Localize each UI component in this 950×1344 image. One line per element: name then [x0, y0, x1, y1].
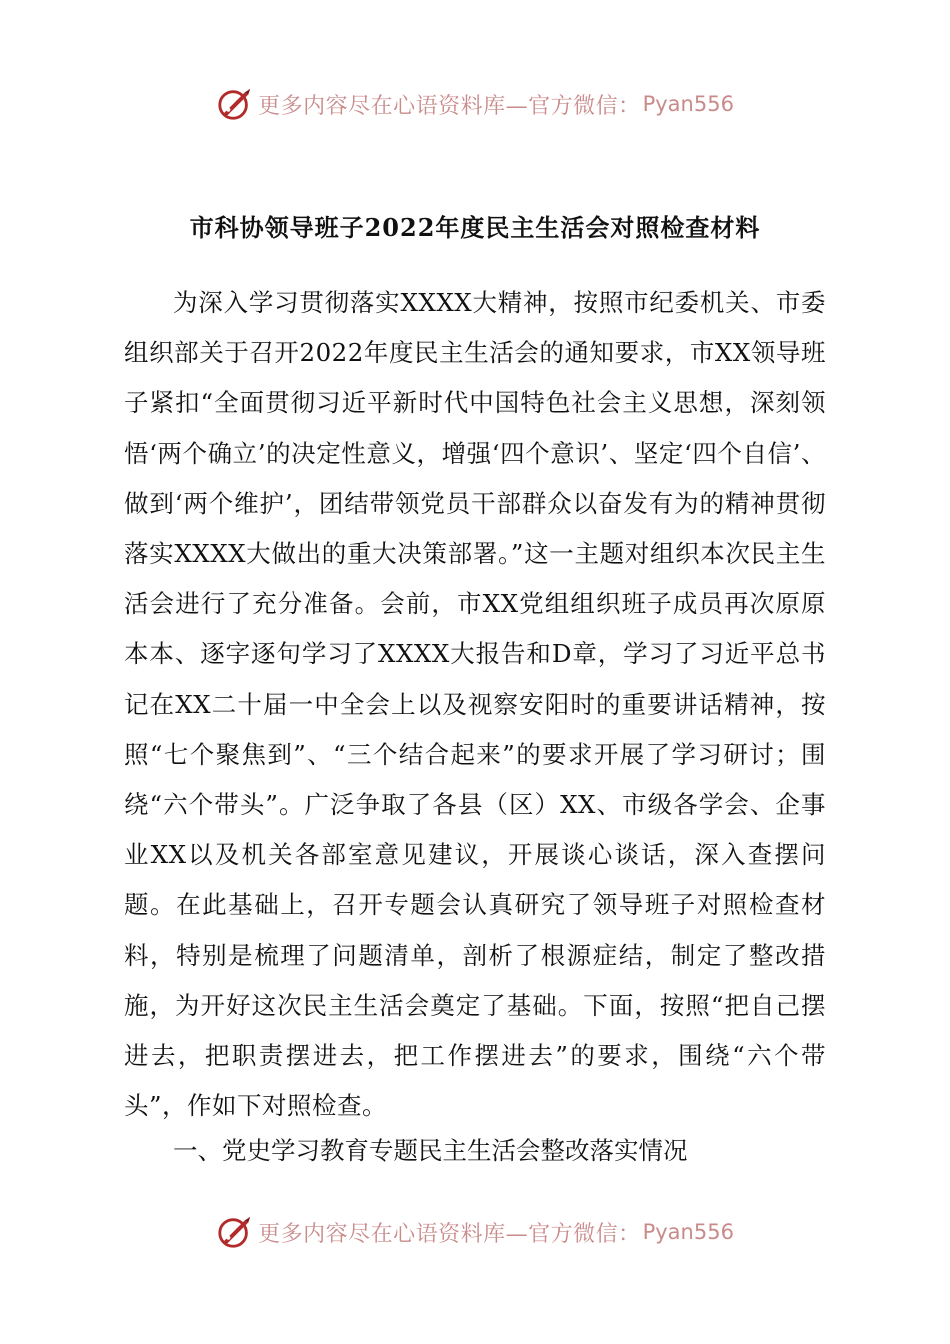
watermark-text: 更多内容尽在心语资料库—官方微信： [258, 93, 641, 119]
document-title: 市科协领导班子2022年度民主生活会对照检查材料 [189, 213, 761, 242]
pen-circle-logo-icon [216, 1213, 254, 1251]
watermark-handle: Pyan556 [642, 1220, 734, 1244]
watermark-text: 更多内容尽在心语资料库—官方微信： [258, 1221, 641, 1247]
watermark-handle: Pyan556 [642, 92, 734, 116]
pen-circle-logo-icon [216, 85, 254, 123]
intro-paragraph: 为深入学习贯彻落实XXXX大精神，按照市纪委机关、市委组织部关于召开2022年度民主生活会的通知要求，市XX领导班子紧扣“全面贯彻习近平新时代中国特色社会主义思想，深刻领悟‘两个确立’的决定性意义，增强‘四个意识’、坚定‘四个自信’、做到‘两个维护’，团结带领党员干部群众以奋发有为的精神贯彻落实XXXX大做出的重大决策部署。”这一主题对组织本次民主生活会进行了充分准备。会前，市XX党组组织班子成员再次原原本本、逐字逐句学习了XXXX大报告和D章，学习了习近平总书记在XX二十届一中全会上以及视察安阳时的重要讲话精神，按照“七个聚焦到”、“三个结合起来”的要求开展了学习研讨；围绕“六个带头”。广泛争取了各县（区）XX、市级各学会、企事业XX以及机关各部室意见建议，开展谈心谈话，深入查摆问题。在此基础上，召开专题会认真研究了领导班子对照检查材料，特别是梳理了问题清单，剖析了根源症结，制定了整改措施，为开好这次民主生活会奠定了基础。下面，按照“把自己摆进去，把职责摆进去，把工作摆进去”的要求，围绕“六个带头”，作如下对照检查。 [124, 288, 826, 1121]
watermark-banner-bottom [0, 1210, 950, 1254]
watermark-banner-top [0, 82, 950, 126]
section-heading-1: 一、党史学习教育专题民主生活会整改落实情况 [173, 1136, 688, 1165]
